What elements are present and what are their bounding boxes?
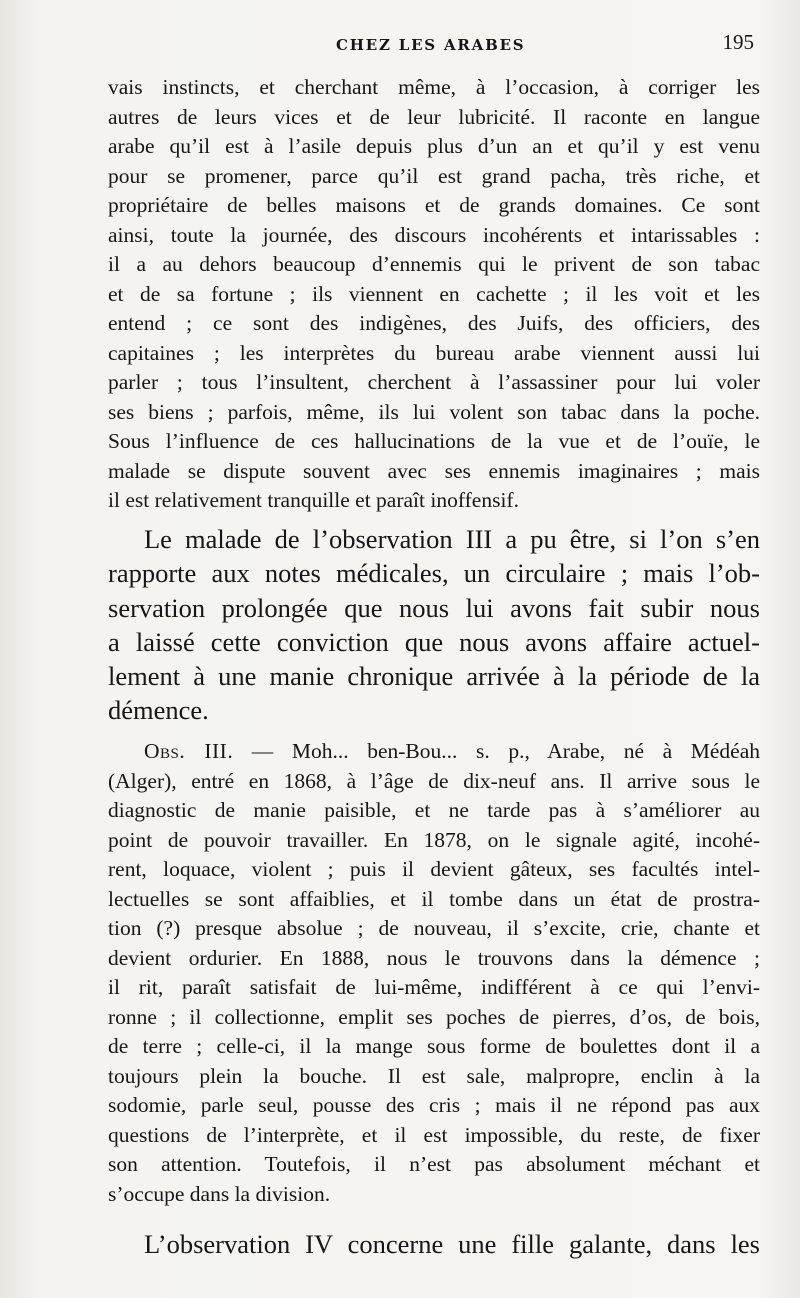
text-line: tion (?) presque absolue ; de nouveau, il s’excite, crie, chante et <box>108 916 760 940</box>
running-title: CHEZ LES ARABES <box>336 36 526 54</box>
text-line: capitaines ; les interprètes du bureau arabe viennent aussi lui <box>108 340 760 365</box>
text-line: questions de l’interprète, et il est impossible, du reste, de fixer <box>108 1122 760 1147</box>
text-line: son attention. Toutefois, il n’est pas absolument méchant et <box>108 1152 760 1176</box>
text-line: devient ordurier. En 1888, nous le trouvons dans la démence ; <box>108 945 760 970</box>
text-line: il est relativement tranquille et paraît inoffensif. <box>108 488 519 512</box>
text-line: malade se dispute souvent avec ses ennemis imaginaires ; mais <box>108 458 760 483</box>
text-line: ronne ; il collectionne, emplit ses poches de pierres, d’os, de bois, <box>108 1004 760 1029</box>
text-line: L’observation IV concerne une fille galante, dans les <box>144 1229 760 1259</box>
text-line: il a au dehors beaucoup d’ennemis qui le privent de son tabac <box>108 252 760 276</box>
paragraph-2 <box>108 522 760 728</box>
text-line: diagnostic de manie paisible, et ne tarde pas à s’améliorer au <box>108 798 760 822</box>
text-line: Le malade de l’observation III a pu être, si l’on s’en <box>144 524 760 554</box>
text-line: entend ; ce sont des indigènes, des Juifs, des officiers, des <box>108 311 760 335</box>
text-line: propriétaire de belles maisons et de grands domaines. Ce sont <box>108 193 760 217</box>
text-line: pour se promener, parce qu’il est grand pacha, très riche, et <box>108 163 760 188</box>
text-line: de terre ; celle-ci, il la mange sous forme de boulettes dont il a <box>108 1034 760 1058</box>
text-line: (Alger), entré en 1868, à l’âge de dix-neuf ans. Il arrive sous le <box>108 768 760 793</box>
text-line: démence. <box>108 695 209 726</box>
text-line: sodomie, parle seul, pousse des cris ; mais il ne répond pas aux <box>108 1093 760 1117</box>
observation-first-line <box>108 737 760 767</box>
text-line: a laissé cette conviction que nous avons affaire actuel- <box>108 626 760 657</box>
paragraph-1 <box>108 73 760 516</box>
text-line: parler ; tous l’insultent, cherchent à l’assassiner pour lui voler <box>108 370 760 394</box>
text-line: arabe qu’il est à l’asile depuis plus d’un an et qu’il y est venu <box>108 134 760 158</box>
text-line: rapporte aux notes médicales, un circulaire ; mais l’ob- <box>108 558 760 589</box>
text-line: lement à une manie chronique arrivée à la période de la <box>108 661 760 692</box>
text-line: vais instincts, et cherchant même, à l’occasion, à corriger les <box>108 75 760 99</box>
text-line: lectuelles se sont affaiblies, et il tombe dans un état de prostra- <box>108 886 760 911</box>
text-line: ses biens ; parfois, même, ils lui volent son tabac dans la poche. <box>108 399 760 424</box>
text-line: et de sa fortune ; ils viennent en cachette ; il les voit et les <box>108 281 760 306</box>
text-line: toujours plein la bouche. Il est sale, malpropre, enclin à la <box>108 1063 760 1088</box>
observation-block <box>108 737 760 1209</box>
text-line: ainsi, toute la journée, des discours incohérents et intarissables : <box>108 222 760 247</box>
page-number: 195 <box>722 30 754 54</box>
page-header <box>108 30 758 60</box>
paragraph-3 <box>108 1227 760 1261</box>
observation-label: Obs. III. <box>144 739 234 763</box>
text-line: autres de leurs vices et de leur lubricité. Il raconte en langue <box>108 104 760 129</box>
observation-first-line-text: — Moh... ben-Bou... s. p., Arabe, né à Médéah <box>233 739 760 763</box>
text-line: il rit, paraît satisfait de lui-même, indifférent à ce qui l’envi- <box>108 975 760 999</box>
text-line: Sous l’influence de ces hallucinations de la vue et de l’ouïe, le <box>108 429 760 453</box>
text-line: point de pouvoir travailler. En 1878, on le signale agité, incohé- <box>108 827 760 852</box>
text-line: s’occupe dans la division. <box>108 1181 331 1206</box>
text-line: servation prolongée que nous lui avons fait subir nous <box>108 592 760 623</box>
text-line: rent, loquace, violent ; puis il devient gâteux, ses facultés intel- <box>108 857 760 881</box>
